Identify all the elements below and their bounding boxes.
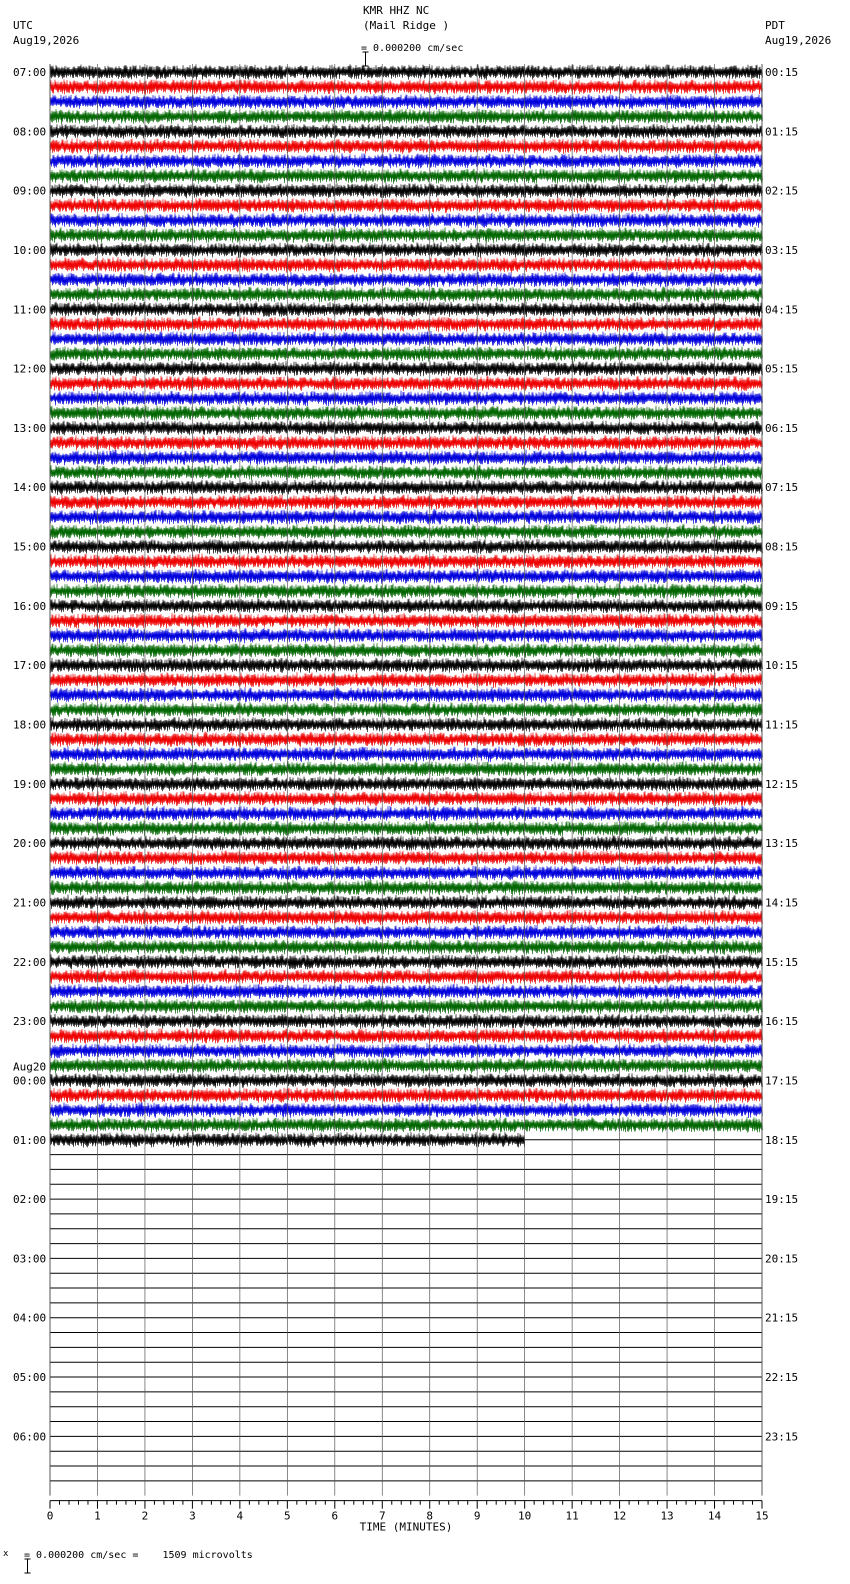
x-tick-label: 15: [755, 1509, 769, 1523]
utc-hour-label: 10:00: [13, 243, 47, 257]
utc-hour-label: 01:00: [13, 1133, 47, 1147]
utc-hour-label: 14:00: [13, 481, 47, 495]
x-tick-label: 7: [378, 1509, 386, 1523]
pdt-hour-label: 00:15: [765, 66, 799, 79]
trace-row: [50, 272, 763, 288]
trace-row: [50, 687, 763, 703]
pdt-hour-label: 21:15: [765, 1311, 799, 1325]
trace-row: [50, 880, 763, 896]
site-title: (Mail Ridge ): [363, 19, 450, 32]
trace-row: [50, 257, 763, 273]
trace-row: [50, 776, 763, 792]
utc-hour-label: 09:00: [13, 184, 47, 198]
trace-row: [50, 835, 763, 851]
station-title: KMR HHZ NC: [363, 4, 430, 17]
utc-hour-label: 06:00: [13, 1430, 47, 1444]
trace-row: [50, 1013, 763, 1029]
x-tick-label: 2: [141, 1509, 149, 1523]
date-change-label: Aug20: [13, 1060, 47, 1074]
trace-row: [50, 598, 763, 614]
utc-hour-label: 22:00: [13, 955, 47, 969]
trace-row: [50, 984, 763, 1000]
x-axis-title: TIME (MINUTES): [359, 1520, 453, 1534]
pdt-hour-label: 18:15: [765, 1133, 799, 1147]
x-tick-label: 11: [565, 1509, 579, 1523]
utc-hour-label: 17:00: [13, 659, 47, 673]
trace-row: [50, 969, 763, 985]
utc-hour-label: 04:00: [13, 1311, 47, 1325]
utc-hour-label: 07:00: [13, 66, 47, 79]
trace-row: [50, 672, 763, 688]
axis-ticks: [50, 1501, 762, 1509]
trace-row: [50, 465, 763, 481]
trace-row: [50, 494, 763, 510]
utc-hour-label: 21:00: [13, 896, 47, 910]
trace-row: [50, 1043, 763, 1059]
trace-row: [50, 732, 763, 748]
trace-row: [50, 509, 763, 525]
pdt-hour-label: 16:15: [765, 1015, 799, 1029]
utc-hour-label: 13:00: [13, 421, 47, 435]
pdt-hour-label: 23:15: [765, 1430, 799, 1444]
trace-row: [50, 791, 763, 807]
trace-row: [50, 865, 763, 881]
utc-hour-label: 12:00: [13, 362, 47, 376]
trace-row: [50, 435, 763, 451]
trace-row: [50, 820, 763, 836]
trace-row: [50, 702, 763, 718]
utc-hour-label: 03:00: [13, 1252, 47, 1266]
utc-hour-label: 00:00: [13, 1074, 47, 1088]
trace-row: [50, 64, 763, 80]
trace-row: [50, 717, 763, 733]
x-tick-label: 8: [426, 1509, 434, 1523]
pdt-hour-label: 01:15: [765, 125, 799, 139]
pdt-hour-label: 12:15: [765, 777, 799, 791]
trace-row: [50, 761, 763, 777]
trace-row: [50, 168, 763, 184]
trace-row: [50, 153, 763, 168]
x-tick-label: 9: [473, 1509, 481, 1523]
utc-hour-label: 23:00: [13, 1015, 47, 1029]
trace-row: [50, 94, 763, 110]
pdt-hour-label: 20:15: [765, 1252, 799, 1266]
trace-row: [50, 79, 763, 95]
trace-row: [50, 657, 763, 673]
trace-row: [50, 850, 763, 865]
left-date: Aug19,2026: [13, 34, 80, 47]
trace-row: [50, 331, 763, 347]
trace-row: [50, 954, 763, 970]
pdt-hour-label: 15:15: [765, 955, 799, 969]
pdt-hour-label: 09:15: [765, 599, 799, 613]
footer-scale-text: = 0.000200 cm/sec = 1509 microvolts: [24, 1550, 253, 1561]
pdt-hour-label: 02:15: [765, 184, 799, 198]
trace-row: [50, 346, 763, 362]
trace-row: [50, 361, 763, 377]
trace-row: [50, 138, 763, 154]
trace-row: [50, 405, 763, 421]
utc-hour-label: 18:00: [13, 718, 47, 732]
utc-hour-label: 16:00: [13, 599, 47, 613]
trace-row: [50, 806, 763, 821]
pdt-hour-label: 05:15: [765, 362, 799, 376]
trace-row: [50, 998, 763, 1014]
x-tick-label: 13: [660, 1509, 674, 1523]
footer-scale-icon: [11, 1545, 18, 1561]
trace-row: [50, 1028, 763, 1044]
trace-row: [50, 376, 763, 392]
trace-row: [50, 939, 763, 955]
trace-row: [50, 213, 763, 229]
trace-row: [50, 539, 763, 555]
trace-row: [50, 124, 763, 140]
utc-hour-label: 05:00: [13, 1371, 47, 1385]
trace-row: [50, 302, 763, 318]
pdt-hour-label: 08:15: [765, 540, 799, 554]
trace-row: [50, 895, 763, 911]
utc-hour-label: 15:00: [13, 540, 47, 554]
trace-row: [50, 242, 763, 258]
pdt-hour-label: 17:15: [765, 1074, 799, 1088]
utc-hour-label: 11:00: [13, 303, 47, 317]
trace-row: [50, 909, 763, 925]
trace-row: [50, 925, 763, 941]
trace-row: [50, 109, 763, 125]
trace-row: [50, 568, 763, 584]
trace-row: [50, 316, 763, 332]
utc-hour-label: 02:00: [13, 1193, 47, 1207]
trace-row: [50, 227, 763, 243]
trace-row: [50, 183, 763, 199]
trace-row: [50, 390, 763, 406]
utc-hour-label: 20:00: [13, 837, 47, 851]
trace-row: [50, 613, 763, 629]
x-tick-label: 10: [518, 1509, 532, 1523]
right-date: Aug19,2026: [765, 34, 832, 47]
left-timezone: UTC: [13, 19, 33, 32]
footer-marker: x: [3, 1549, 9, 1559]
trace-row: [50, 479, 763, 495]
trace-row: [50, 643, 763, 659]
trace-row: [50, 1088, 763, 1104]
trace-row: [50, 583, 763, 599]
x-tick-label: 1: [94, 1509, 101, 1523]
pdt-hour-label: 06:15: [765, 421, 799, 435]
utc-hour-label: 08:00: [13, 125, 47, 139]
pdt-hour-label: 10:15: [765, 659, 799, 673]
pdt-hour-label: 03:15: [765, 243, 799, 257]
pdt-hour-label: 19:15: [765, 1193, 799, 1207]
header-scale-text: = 0.000200 cm/sec: [361, 43, 464, 54]
trace-row: [50, 198, 763, 213]
utc-hour-label: 19:00: [13, 777, 47, 791]
trace-row: [50, 1073, 763, 1088]
trace-row: [50, 628, 763, 644]
x-tick-label: 6: [331, 1509, 339, 1523]
pdt-hour-label: 07:15: [765, 481, 799, 495]
x-tick-label: 3: [189, 1509, 196, 1523]
x-tick-label: 4: [236, 1509, 244, 1523]
trace-row: [50, 420, 763, 435]
trace-row: [50, 1102, 763, 1118]
trace-row: [50, 1058, 763, 1074]
pdt-hour-label: 04:15: [765, 303, 799, 317]
pdt-hour-label: 14:15: [765, 896, 799, 910]
trace-row: [50, 450, 763, 466]
trace-row: [50, 554, 763, 570]
pdt-hour-label: 22:15: [765, 1371, 799, 1385]
x-tick-label: 0: [46, 1509, 54, 1523]
x-tick-label: 5: [284, 1509, 291, 1523]
trace-row: [50, 746, 763, 762]
trace-layer: [50, 64, 763, 1147]
trace-row: [50, 524, 763, 540]
pdt-hour-label: 13:15: [765, 837, 799, 851]
pdt-hour-label: 11:15: [765, 718, 799, 732]
trace-row: [50, 287, 763, 303]
x-tick-label: 14: [707, 1509, 722, 1523]
x-tick-label: 12: [612, 1509, 627, 1523]
trace-row: [50, 1117, 763, 1133]
right-timezone: PDT: [765, 19, 785, 32]
